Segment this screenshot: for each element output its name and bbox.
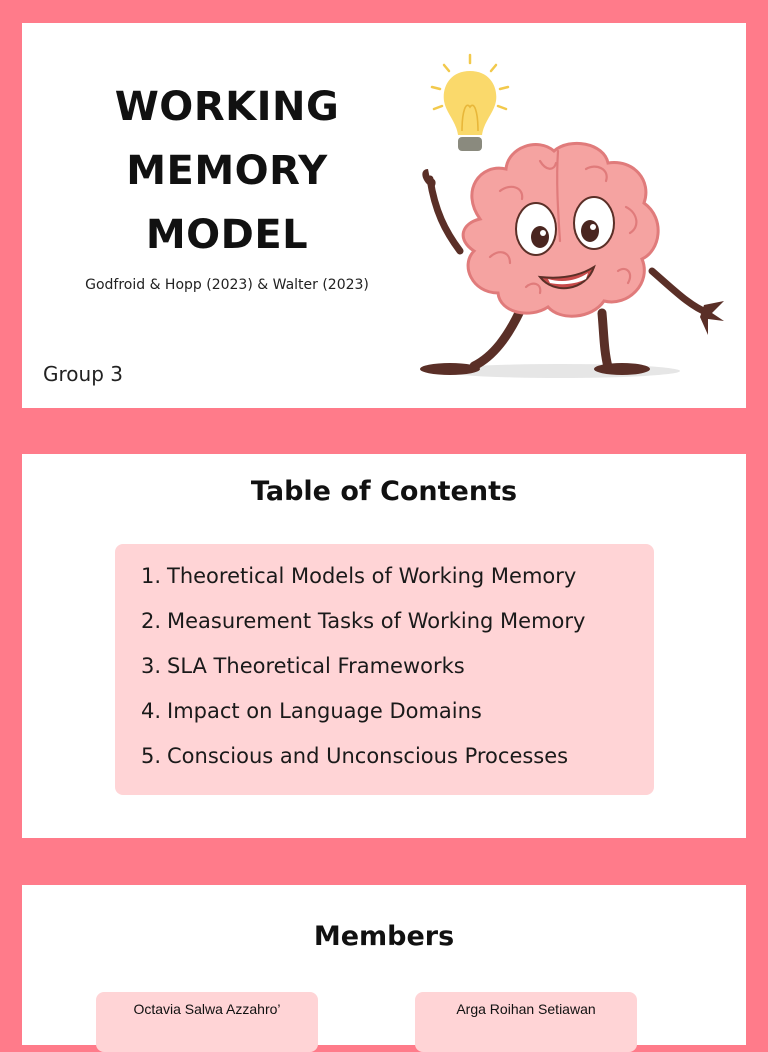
members-heading: Members — [313, 921, 455, 952]
member-name: Arga Roihan Setiawan — [456, 1001, 596, 1017]
toc-item-number: 4. — [140, 699, 161, 723]
toc-item-number: 5. — [140, 744, 161, 768]
toc-box — [115, 544, 654, 795]
toc-item-label: Measurement Tasks of Working Memory — [167, 609, 586, 633]
toc-list — [133, 564, 585, 789]
brain-body — [463, 143, 658, 316]
toc-item-label: Impact on Language Domains — [167, 699, 482, 723]
member-card — [415, 992, 637, 1052]
toc-item-label: Theoretical Models of Working Memory — [167, 564, 577, 588]
toc-item — [133, 564, 585, 609]
mascot-left-leg — [474, 311, 520, 366]
mascot-left-arm — [430, 179, 460, 251]
toc-heading: Table of Contents — [250, 476, 518, 507]
page-title — [72, 75, 382, 267]
toc-item-label: Conscious and Unconscious Processes — [167, 744, 569, 768]
lightbulb-icon — [432, 55, 508, 151]
toc-item-number: 2. — [140, 609, 161, 633]
toc-item — [133, 744, 585, 789]
toc-item — [133, 654, 585, 699]
toc-item-label: SLA Theoretical Frameworks — [167, 654, 465, 678]
title-slide — [22, 23, 746, 408]
mascot-right-arm — [652, 271, 708, 313]
members-slide — [22, 885, 746, 1045]
toc-item-number: 1. — [140, 564, 161, 588]
title-line: MODEL — [145, 212, 309, 258]
group-label: Group 3 — [43, 362, 123, 386]
member-name: Octavia Salwa Azzahro’ — [133, 1001, 281, 1017]
brain-mascot-illustration — [390, 51, 730, 391]
toc-slide — [22, 454, 746, 838]
mascot-right-leg — [602, 313, 608, 367]
title-line: WORKING — [114, 84, 340, 130]
subtitle-citation: Godfroid & Hopp (2023) & Walter (2023) — [85, 277, 369, 293]
toc-item — [133, 609, 585, 654]
title-line: MEMORY — [126, 148, 328, 194]
member-card — [96, 992, 318, 1052]
toc-item-number: 3. — [140, 654, 161, 678]
toc-item — [133, 699, 585, 744]
